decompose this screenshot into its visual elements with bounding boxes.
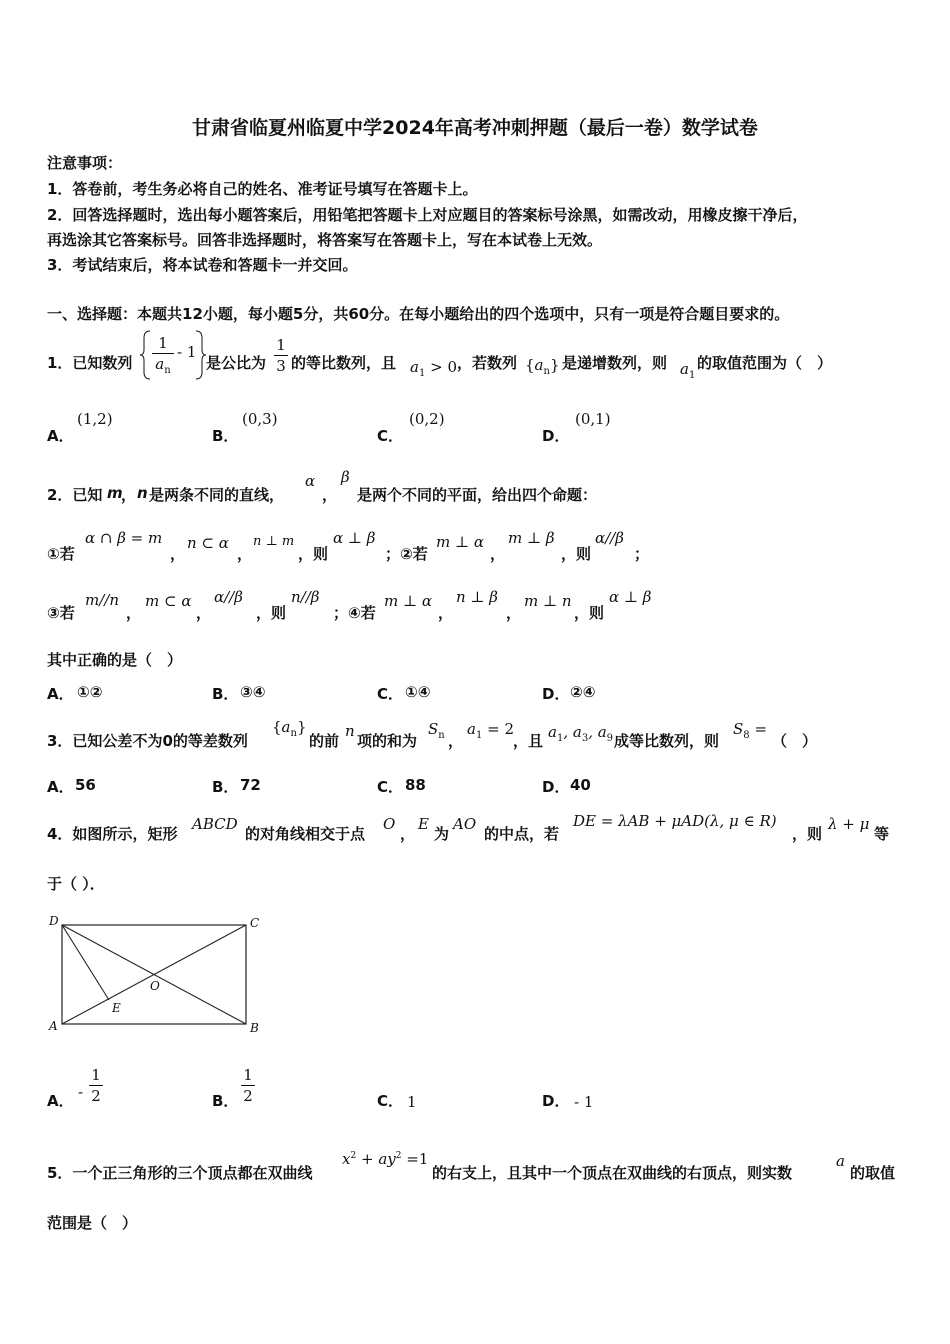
q2-expr: n ⊥ m [253,534,295,549]
option-value: 40 [570,776,591,794]
q3-text: 成等比数列，则 [614,732,720,750]
segment-de [62,925,109,1000]
q3-sn: $S_n$ [428,720,445,741]
notice-item: 1．答卷前，考生务必将自己的姓名、准考证号填写在答题卡上。 [47,180,478,198]
q2-text: ， [322,486,338,504]
q2-text: ， [121,486,137,504]
option-value: - 1 [574,1093,594,1111]
option-value: 1 [407,1093,417,1111]
q1-set-fraction [152,334,174,380]
option-value: (1,2) [77,410,113,428]
q4-text: 的中点，若 [484,825,560,843]
q4-figure [44,910,274,1038]
option-label: D． [542,778,570,796]
q2-expr: α ⊥ β [333,529,376,547]
q4-text: 等 [874,825,890,843]
q2-text: ，则 [561,545,592,563]
q2-prop: ①若 [47,545,75,563]
q4-text: ，则 [792,825,823,843]
q3-s8: $S_8$ = [733,720,768,741]
option-fraction: 1 2 [89,1066,103,1105]
q3-text: 3．已知公差不为0的等差数列 [47,732,248,750]
option-value: (0,3) [242,410,278,428]
q5-text: 的取值 [850,1164,896,1182]
q1-ratio-num: 1 [276,336,286,354]
q1-text: ，若数列 [457,354,518,372]
q2-expr: m ⊥ β [508,529,555,547]
option-value: 56 [75,776,96,794]
q3-text: ， [448,732,464,750]
q4-equation: DE = λAB + μAD(λ, μ ∈ R) [573,812,777,830]
q2-expr: m//n [85,591,119,609]
q2-expr: n ⊥ β [456,588,498,606]
q3-a1: $a_1 = 2$ [467,720,514,741]
q2-expr: α ∩ β = m [85,529,163,547]
label-a: A [49,1019,58,1033]
label-e: E [112,1001,121,1015]
option-value: ②④ [570,683,596,701]
q3-text: 的前 [309,732,340,750]
label-c: C [250,916,260,930]
q4-text: 为 [434,825,450,843]
q5-text: 的右支上，且其中一个顶点在双曲线的右顶点，则实数 [432,1164,793,1182]
q2-question: 其中正确的是（ ） [47,651,183,669]
q2-expr: α ⊥ β [609,588,652,606]
label-o: O [150,979,160,993]
option-label: D． [542,1092,570,1110]
q1-text: 是公比为 [206,354,267,372]
q2-text: ， [126,604,142,622]
q2-text: ， [506,604,522,622]
q1-set-num: 1 [158,334,168,352]
option-label: C． [377,1092,404,1110]
q1-ratio-den: 3 [276,357,286,375]
option-label: A． [47,778,74,796]
section-heading: 一、选择题：本题共12小题，每小题5分，共60分。在每小题给出的四个选项中，只有一项是符合题目要求的。 [47,305,790,323]
option-label: C． [377,427,404,445]
notice-item: 再选涂其它答案标号。回答非选择题时，将答案写在答题卡上，写在本试卷上无效。 [47,231,603,249]
q3-text: ，且 [513,732,544,750]
q2-beta: β [341,468,350,486]
q2-var: n [137,484,148,502]
q3-terms: $a_1$, $a_3$, $a_9$ [548,723,614,744]
q3-text: 项的和为 [357,732,418,750]
q4-text: ， [400,825,416,843]
q2-text: ，则 [298,545,329,563]
option-fraction: 1 2 [241,1066,255,1105]
q4-e: E [418,815,429,833]
q2-text: 2．已知 [47,486,103,504]
option-value: (0,1) [575,410,611,428]
q4-ao: AO [453,815,477,833]
page-title: 甘肃省临夏州临夏中学2024年高考冲刺押题（最后一卷）数学试卷 [192,117,758,139]
q5-text: 5．一个正三角形的三个顶点都在双曲线 [47,1164,313,1182]
notice-item: 3．考试结束后，将本试卷和答题卡一并交回。 [47,256,358,274]
q2-text: ， [490,545,506,563]
q2-alpha: α [305,472,316,490]
notice-heading: 注意事项： [47,154,123,172]
notice-item: 2．回答选择题时，选出每小题答案后，用铅笔把答题卡上对应题目的答案标号涂黑，如需改动，用橡皮擦干净后， [47,206,808,224]
q2-prop: ；②若 [385,545,428,563]
option-value: (0,2) [409,410,445,428]
option-value: ①② [77,683,103,701]
q2-expr: α//β [595,529,624,547]
q1-text: 的等比数列，且 [291,354,397,372]
q1-set-tail: - 1 [177,343,197,361]
q4-o: O [383,815,396,833]
q2-text: ，则 [256,604,287,622]
label-b: B [250,1021,259,1035]
q2-text: ， [438,604,454,622]
q1-ratio-fraction [274,336,288,375]
q1-text: 是递增数列，则 [562,354,668,372]
q2-expr: n//β [291,588,320,606]
q4-text: 4．如图所示，矩形 [47,825,178,843]
q5-a: a [836,1152,845,1170]
option-label: A． [47,685,74,703]
option-label: B． [212,685,239,703]
q2-text: 是两个不同的平面，给出四个命题： [357,486,598,504]
q3-n: n [345,722,355,740]
option-label: D． [542,427,570,445]
q1-set-den: a [155,355,165,373]
option-value: 88 [405,776,426,794]
q3-text: （ ） [772,732,818,750]
q2-text: ， [170,545,186,563]
q2-text: ； [634,545,650,563]
option-value: ③④ [240,683,266,701]
q4-rect: ABCD [192,815,238,833]
q1-text: 的取值范围为（ ） [697,354,833,372]
q2-text: ， [237,545,253,563]
q3-seq: $\{a_n\}$ [272,718,307,739]
q1-a1: $a_1$ [680,360,696,381]
q5-text: 范围是（ ） [47,1214,138,1232]
q2-expr: α//β [214,588,243,606]
q4-sum: λ + μ [828,815,870,833]
option-label: C． [377,778,404,796]
q2-expr: m ⊥ α [384,592,432,610]
q2-prop: ；④若 [333,604,376,622]
option-label: B． [212,1092,239,1110]
q2-expr: m ⊂ α [145,592,192,610]
option-label: B． [212,427,239,445]
option-label: D． [542,685,570,703]
q2-expr: m ⊥ α [436,533,484,551]
option-label: C． [377,685,404,703]
q1-seq: $\{a_n\}$ [525,356,560,377]
q5-hyperbola: $x^2 + ay^2 =1$ [342,1150,429,1168]
q4-text: 于（ ）． [47,875,105,893]
q2-text: 是两条不同的直线， [149,486,285,504]
q1-text: 1．已知数列 [47,354,133,372]
option-sign: - [78,1083,84,1101]
q2-var: m [107,484,123,502]
q2-expr: m ⊥ n [524,592,572,610]
q2-prop: ③若 [47,604,75,622]
option-label: A． [47,1092,74,1110]
q4-text: 的对角线相交于点 [245,825,366,843]
label-d: D [49,914,59,928]
q2-expr: n ⊂ α [187,534,229,552]
option-value: 72 [240,776,261,794]
option-value: ①④ [405,683,431,701]
q1-set-braces [140,328,212,382]
q1-set-den-sub: n [164,365,171,376]
q2-text: ， [196,604,212,622]
option-label: A． [47,427,74,445]
option-label: B． [212,778,239,796]
q2-text: ，则 [574,604,605,622]
q1-condition: $a_1 > 0$ [410,358,457,379]
